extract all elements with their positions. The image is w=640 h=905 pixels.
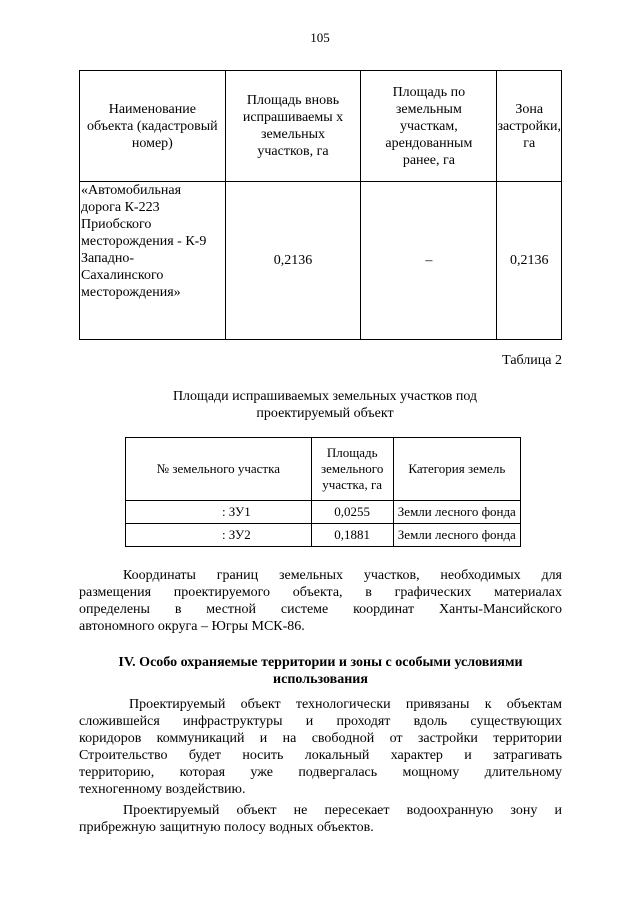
header-plot-number: № земельного участка — [126, 438, 312, 501]
header-area-new: Площадь вновь испрашиваемы х земельных участков, га — [225, 71, 361, 182]
table-title: Площади испрашиваемых земельных участков под проектируемый объект — [172, 389, 478, 421]
plot-area-cell: 0,0255 — [311, 501, 393, 524]
table-header-row — [126, 438, 521, 501]
land-category-cell: Земли лесного фонда — [393, 524, 520, 547]
area-leased-cell: – — [361, 182, 497, 340]
table-caption: Таблица 2 — [502, 353, 562, 368]
plot-area-cell: 0,1881 — [311, 524, 393, 547]
header-zone: Зона застройки, га — [497, 71, 562, 182]
table-row — [126, 501, 521, 524]
plot-number-cell: : ЗУ2 — [126, 524, 312, 547]
header-area-leased: Площадь по земельным участкам, арендованным ранее, га — [361, 71, 497, 182]
coordinates-paragraph: Координаты границ земельных участков, необходимых для размещения проектируемого объекта, в графических материалах определены в местной системе координат Ханты-Мансийского автономного округа – Югры МСК-86. — [79, 568, 562, 634]
water-paragraph: Проектируемый объект не пересекает водоохранную зону и прибрежную защитную полосу водных объектов. — [79, 803, 562, 835]
object-paragraph: Проектируемый объект технологически привязаны к объектам сложившейся инфраструктуры и проходят вдоль существующих коридоров коммуникаций и на свободной от застройки территории Строительство будет носить локальный характер и затрагивать территорию, которая уже подвергалась мощному длительному техногенному воздействию. — [79, 697, 562, 797]
header-object-name: Наименование объекта (кадастровый номер) — [80, 71, 226, 182]
page-number: 105 — [310, 30, 330, 45]
zone-cell: 0,2136 — [497, 182, 562, 340]
table-row — [126, 524, 521, 547]
section-heading: IV. Особо охраняемые территории и зоны с особыми условиями использования — [118, 655, 523, 687]
plots-table — [125, 437, 521, 547]
object-name-cell: «Автомобильная дорога К-223 Приобского месторождения - К-9 Западно- Сахалинского месторождения» — [80, 182, 226, 340]
table-row — [80, 182, 562, 340]
header-land-category: Категория земель — [393, 438, 520, 501]
table-header-row — [80, 71, 562, 182]
land-area-table — [79, 70, 562, 340]
area-new-cell: 0,2136 — [225, 182, 361, 340]
land-category-cell: Земли лесного фонда — [393, 501, 520, 524]
header-plot-area: Площадь земельного участка, га — [311, 438, 393, 501]
plot-number-cell: : ЗУ1 — [126, 501, 312, 524]
